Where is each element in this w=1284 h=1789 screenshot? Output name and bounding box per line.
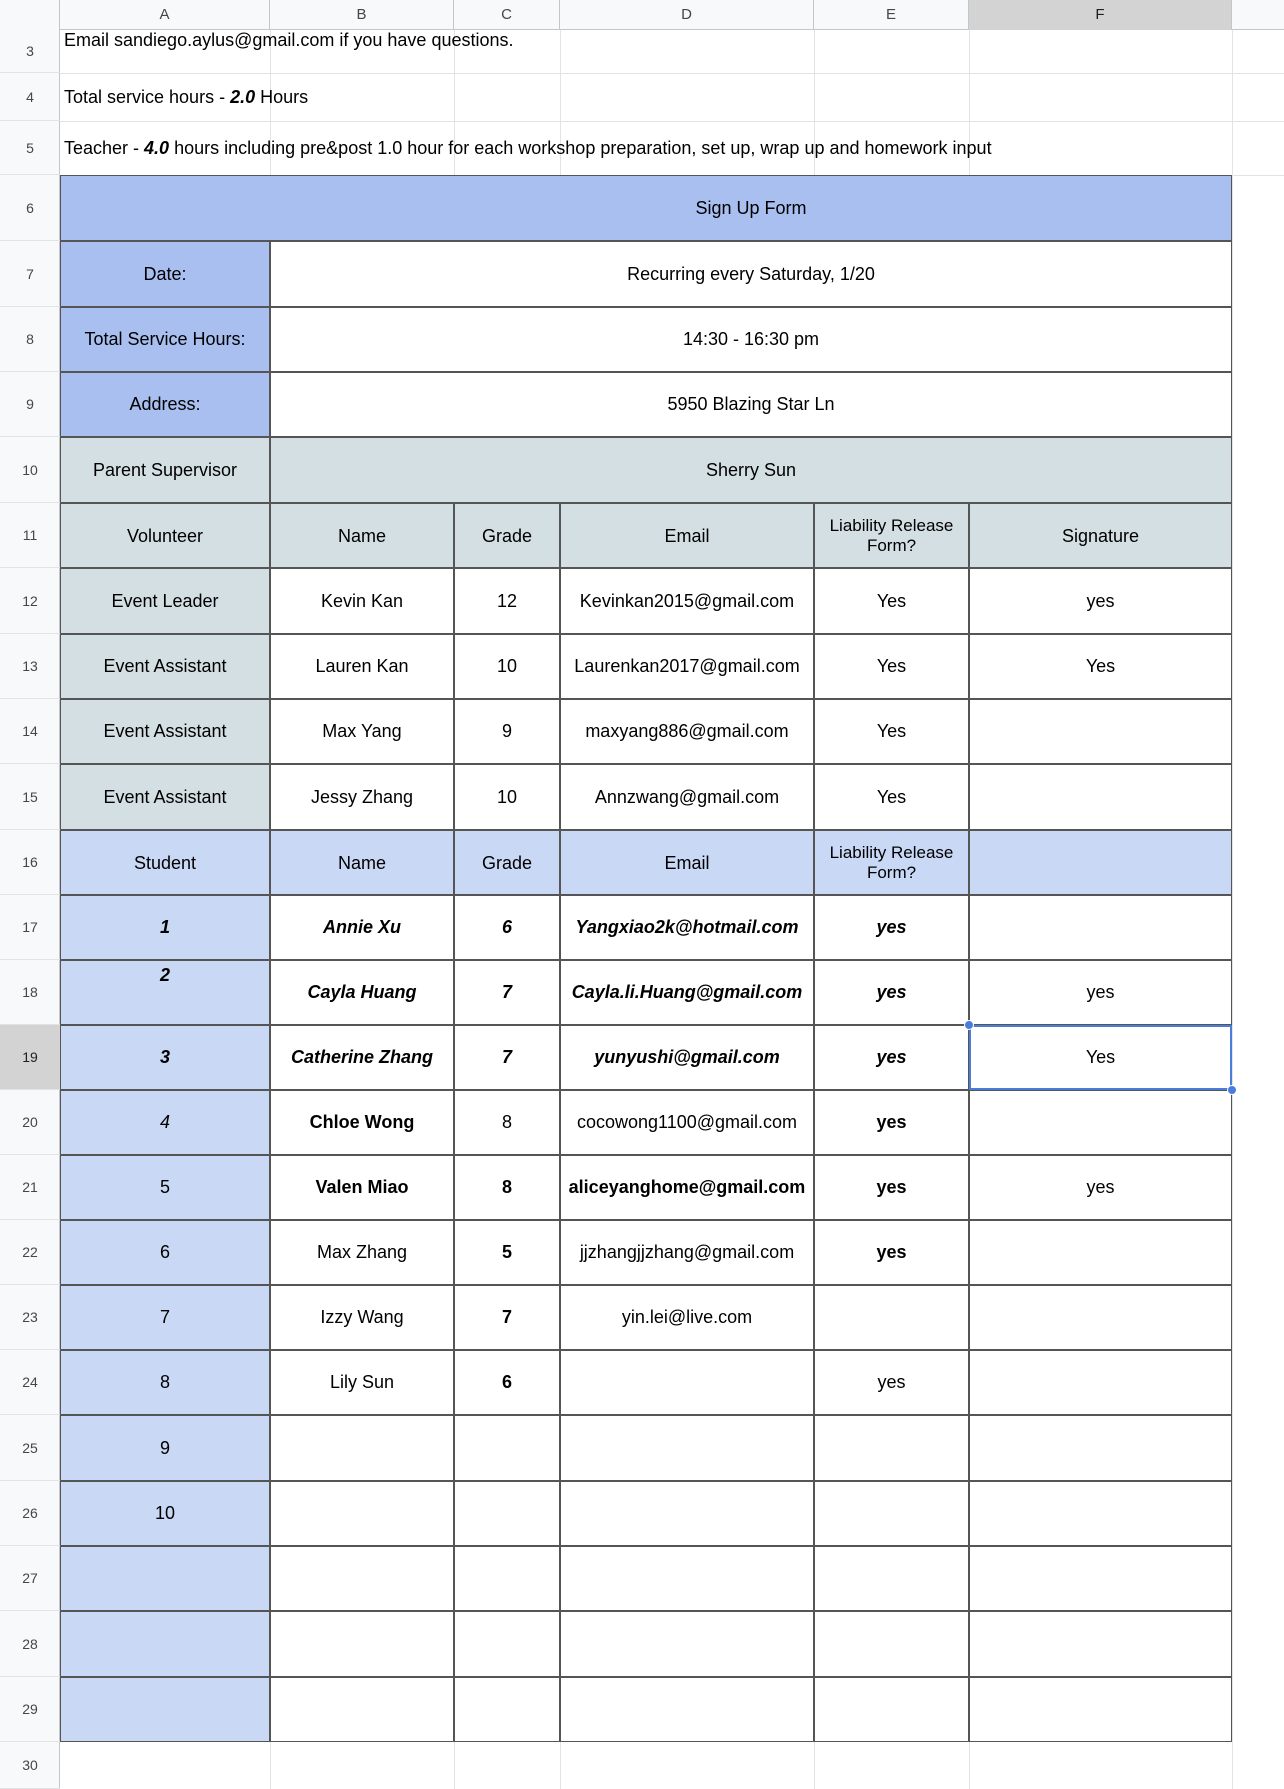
volunteer-liability[interactable]: Yes	[814, 634, 969, 699]
volunteer-grade[interactable]: 12	[454, 568, 560, 634]
student-grade[interactable]: 5	[454, 1220, 560, 1285]
student-grade[interactable]	[454, 1481, 560, 1546]
student-grade[interactable]	[454, 1677, 560, 1742]
student-role[interactable]: 1	[60, 895, 270, 960]
student-role[interactable]: 10	[60, 1481, 270, 1546]
student-email[interactable]	[560, 1350, 814, 1415]
student-email[interactable]: yunyushi@gmail.com	[560, 1025, 814, 1090]
student-signature[interactable]: yes	[969, 960, 1232, 1025]
student-role[interactable]: 7	[60, 1285, 270, 1350]
student-role[interactable]: 9	[60, 1415, 270, 1481]
student-liability[interactable]	[814, 1611, 969, 1677]
row-header-14[interactable]: 14	[0, 699, 60, 764]
student-grade[interactable]: 7	[454, 960, 560, 1025]
selected-cell-f19[interactable]: Yes	[969, 1025, 1232, 1090]
student-signature[interactable]: yes	[969, 1155, 1232, 1220]
volunteer-role[interactable]: Event Assistant	[60, 634, 270, 699]
student-grade[interactable]	[454, 1611, 560, 1677]
supervisor-value[interactable]: Sherry Sun	[270, 437, 1232, 503]
row-header-5[interactable]: 5	[0, 121, 60, 175]
student-role[interactable]	[60, 1677, 270, 1742]
student-header-liability[interactable]: Liability Release Form?	[814, 830, 969, 895]
student-email[interactable]	[560, 1677, 814, 1742]
service-hours-value[interactable]: 14:30 - 16:30 pm	[270, 307, 1232, 372]
student-role[interactable]: 2	[60, 960, 270, 1025]
student-name[interactable]: Valen Miao	[270, 1155, 454, 1220]
volunteer-grade[interactable]: 9	[454, 699, 560, 764]
student-name[interactable]: Cayla Huang	[270, 960, 454, 1025]
column-header-c[interactable]: C	[454, 0, 560, 30]
row-header-10[interactable]: 10	[0, 437, 60, 503]
row-header-9[interactable]: 9	[0, 372, 60, 437]
student-role[interactable]: 5	[60, 1155, 270, 1220]
student-grade[interactable]: 7	[454, 1285, 560, 1350]
student-signature[interactable]	[969, 1546, 1232, 1611]
volunteer-name[interactable]: Max Yang	[270, 699, 454, 764]
volunteer-grade[interactable]: 10	[454, 764, 560, 830]
row-header-26[interactable]: 26	[0, 1481, 60, 1546]
volunteer-name[interactable]: Lauren Kan	[270, 634, 454, 699]
column-header-e[interactable]: E	[814, 0, 969, 30]
volunteer-grade[interactable]: 10	[454, 634, 560, 699]
service-hours-label[interactable]: Total Service Hours:	[60, 307, 270, 372]
student-signature[interactable]	[969, 1677, 1232, 1742]
volunteer-liability[interactable]: Yes	[814, 764, 969, 830]
student-name[interactable]: Max Zhang	[270, 1220, 454, 1285]
volunteer-role[interactable]: Event Assistant	[60, 699, 270, 764]
form-title[interactable]	[60, 175, 1232, 241]
form-title-text: Sign Up Form	[695, 197, 807, 218]
volunteer-header-name[interactable]: Name	[270, 503, 454, 568]
column-header-bar	[0, 0, 1284, 30]
volunteer-name[interactable]: Jessy Zhang	[270, 764, 454, 830]
student-liability[interactable]	[814, 1285, 969, 1350]
student-signature[interactable]	[969, 895, 1232, 960]
volunteer-email[interactable]: maxyang886@gmail.com	[560, 699, 814, 764]
volunteer-liability[interactable]: Yes	[814, 568, 969, 634]
student-grade[interactable]: 6	[454, 895, 560, 960]
row-header-29[interactable]: 29	[0, 1677, 60, 1742]
row-header-19[interactable]: 19	[0, 1025, 60, 1090]
note-email-text: Email sandiego.aylus@gmail.com if you have questions.	[64, 30, 514, 50]
volunteer-email[interactable]: Annzwang@gmail.com	[560, 764, 814, 830]
student-liability[interactable]: yes	[814, 1025, 969, 1090]
student-header-signature[interactable]	[969, 830, 1232, 895]
student-grade[interactable]	[454, 1415, 560, 1481]
student-email[interactable]	[560, 1611, 814, 1677]
student-email[interactable]	[560, 1481, 814, 1546]
row-header-30[interactable]: 30	[0, 1742, 60, 1789]
volunteer-email[interactable]: Laurenkan2017@gmail.com	[560, 634, 814, 699]
student-email[interactable]: jjzhangjjzhang@gmail.com	[560, 1220, 814, 1285]
student-email[interactable]: Yangxiao2k@hotmail.com	[560, 895, 814, 960]
row-header-16[interactable]: 16	[0, 830, 60, 895]
student-role[interactable]	[60, 1546, 270, 1611]
student-role[interactable]: 4	[60, 1090, 270, 1155]
volunteer-liability[interactable]: Yes	[814, 699, 969, 764]
column-header-f[interactable]: F	[969, 0, 1232, 30]
student-grade[interactable]: 7	[454, 1025, 560, 1090]
row-header-28[interactable]: 28	[0, 1611, 60, 1677]
volunteer-role[interactable]: Event Assistant	[60, 764, 270, 830]
student-email[interactable]: cocowong1100@gmail.com	[560, 1090, 814, 1155]
row-header-8[interactable]: 8	[0, 307, 60, 372]
select-all-corner[interactable]	[0, 0, 60, 30]
note-total-hours-value: 2.0	[230, 86, 256, 107]
volunteer-signature[interactable]: Yes	[969, 634, 1232, 699]
volunteer-role[interactable]: Event Leader	[60, 568, 270, 634]
student-name[interactable]	[270, 1546, 454, 1611]
student-liability[interactable]: yes	[814, 1220, 969, 1285]
student-header-role[interactable]: Student	[60, 830, 270, 895]
row-header-6[interactable]: 6	[0, 175, 60, 241]
volunteer-header-signature[interactable]: Signature	[969, 503, 1232, 568]
volunteer-header-email[interactable]: Email	[560, 503, 814, 568]
student-name[interactable]: Annie Xu	[270, 895, 454, 960]
student-signature[interactable]	[969, 1415, 1232, 1481]
student-signature[interactable]	[969, 1350, 1232, 1415]
row-header-23[interactable]: 23	[0, 1285, 60, 1350]
row-header-20[interactable]: 20	[0, 1090, 60, 1155]
student-name[interactable]: Izzy Wang	[270, 1285, 454, 1350]
student-grade[interactable]	[454, 1546, 560, 1611]
student-role[interactable]: 6	[60, 1220, 270, 1285]
student-header-email[interactable]: Email	[560, 830, 814, 895]
row-header-15[interactable]: 15	[0, 764, 60, 830]
student-signature[interactable]	[969, 1481, 1232, 1546]
student-email[interactable]: Cayla.li.Huang@gmail.com	[560, 960, 814, 1025]
student-grade[interactable]: 6	[454, 1350, 560, 1415]
student-liability[interactable]	[814, 1415, 969, 1481]
date-value[interactable]: Recurring every Saturday, 1/20	[270, 241, 1232, 307]
volunteer-header-role[interactable]: Volunteer	[60, 503, 270, 568]
row-header-25[interactable]: 25	[0, 1415, 60, 1481]
row-header-13[interactable]: 13	[0, 634, 60, 699]
student-email[interactable]: aliceyanghome@gmail.com	[560, 1155, 814, 1220]
note-teacher-prefix: Teacher -	[64, 137, 145, 158]
row-header-7[interactable]: 7	[0, 241, 60, 307]
row-header-4[interactable]: 4	[0, 73, 60, 121]
note-teacher-value: 4.0	[144, 137, 170, 158]
volunteer-signature[interactable]	[969, 699, 1232, 764]
selection-handle-bottom-right[interactable]	[1227, 1085, 1237, 1095]
student-name[interactable]	[270, 1677, 454, 1742]
row-header-18[interactable]: 18	[0, 960, 60, 1025]
student-header-grade[interactable]: Grade	[454, 830, 560, 895]
volunteer-signature[interactable]	[969, 764, 1232, 830]
note-total-hours-suffix: Hours	[255, 86, 309, 107]
column-header-a[interactable]: A	[60, 0, 270, 30]
student-liability[interactable]: yes	[814, 1090, 969, 1155]
student-email[interactable]: yin.lei@live.com	[560, 1285, 814, 1350]
volunteer-name[interactable]: Kevin Kan	[270, 568, 454, 634]
student-header-name[interactable]: Name	[270, 830, 454, 895]
student-liability[interactable]	[814, 1481, 969, 1546]
date-label[interactable]: Date:	[60, 241, 270, 307]
student-email[interactable]	[560, 1415, 814, 1481]
student-email[interactable]	[560, 1546, 814, 1611]
supervisor-label[interactable]: Parent Supervisor	[60, 437, 270, 503]
student-liability[interactable]: yes	[814, 1350, 969, 1415]
student-name[interactable]	[270, 1611, 454, 1677]
address-value[interactable]: 5950 Blazing Star Ln	[270, 372, 1232, 437]
address-label[interactable]: Address:	[60, 372, 270, 437]
column-header-b[interactable]: B	[270, 0, 454, 30]
note-total-hours[interactable]	[60, 73, 1232, 121]
row-header-3[interactable]: 3	[0, 30, 60, 73]
selection-handle-top-left[interactable]	[964, 1020, 974, 1030]
student-name[interactable]	[270, 1481, 454, 1546]
volunteer-email[interactable]: Kevinkan2015@gmail.com	[560, 568, 814, 634]
student-liability[interactable]	[814, 1677, 969, 1742]
row-header-12[interactable]: 12	[0, 568, 60, 634]
volunteer-signature[interactable]: yes	[969, 568, 1232, 634]
student-liability[interactable]: yes	[814, 960, 969, 1025]
student-name[interactable]: Chloe Wong	[270, 1090, 454, 1155]
row-header-22[interactable]: 22	[0, 1220, 60, 1285]
row-header-24[interactable]: 24	[0, 1350, 60, 1415]
row-header-17[interactable]: 17	[0, 895, 60, 960]
student-role[interactable]: 3	[60, 1025, 270, 1090]
column-header-d[interactable]: D	[560, 0, 814, 30]
student-role[interactable]: 8	[60, 1350, 270, 1415]
student-grade[interactable]: 8	[454, 1090, 560, 1155]
row-header-21[interactable]: 21	[0, 1155, 60, 1220]
student-signature[interactable]	[969, 1090, 1232, 1155]
note-teacher-suffix: hours including pre&post 1.0 hour for each workshop preparation, set up, wrap up and homework input	[169, 137, 992, 158]
student-signature[interactable]	[969, 1285, 1232, 1350]
student-name[interactable]: Lily Sun	[270, 1350, 454, 1415]
student-liability[interactable]: yes	[814, 1155, 969, 1220]
note-teacher[interactable]	[60, 121, 1232, 175]
student-liability[interactable]: yes	[814, 895, 969, 960]
note-total-hours-prefix: Total service hours -	[64, 86, 231, 107]
student-name[interactable]: Catherine Zhang	[270, 1025, 454, 1090]
row-header-27[interactable]: 27	[0, 1546, 60, 1611]
student-role[interactable]	[60, 1611, 270, 1677]
volunteer-header-liability[interactable]: Liability Release Form?	[814, 503, 969, 568]
student-signature[interactable]	[969, 1611, 1232, 1677]
student-name[interactable]	[270, 1415, 454, 1481]
student-liability[interactable]	[814, 1546, 969, 1611]
volunteer-header-grade[interactable]: Grade	[454, 503, 560, 568]
student-signature[interactable]	[969, 1220, 1232, 1285]
student-grade[interactable]: 8	[454, 1155, 560, 1220]
row-header-11[interactable]: 11	[0, 503, 60, 568]
note-email[interactable]	[60, 30, 1232, 73]
